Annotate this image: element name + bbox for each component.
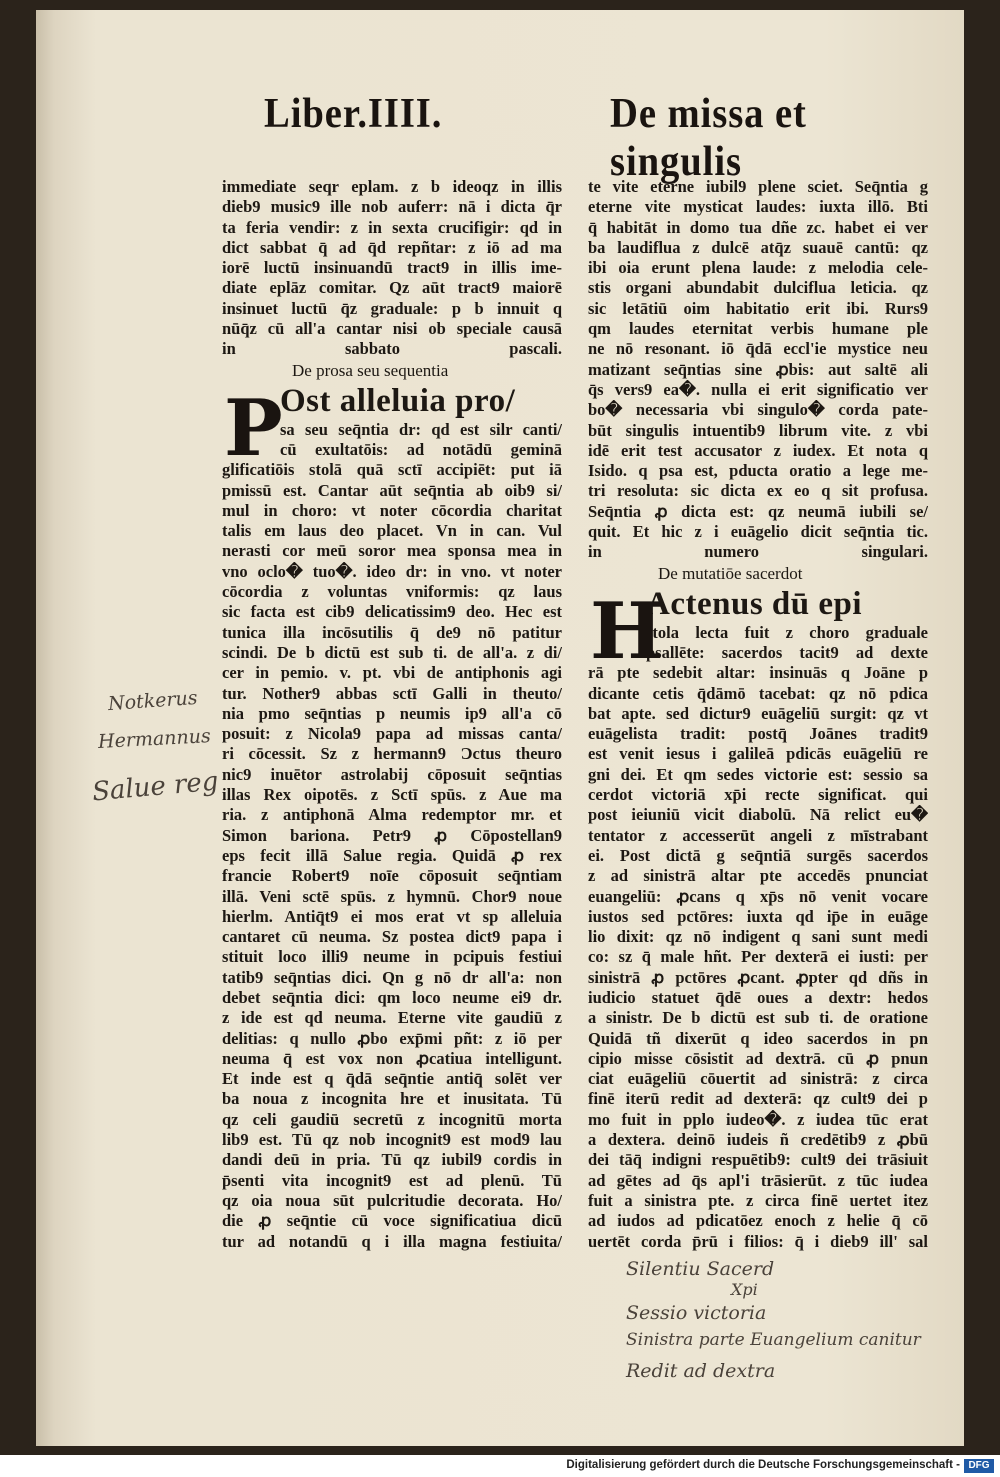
text-line: sic letātiū oim habitatio erit ibi. Rurs9 (588, 298, 928, 318)
text-line: talis em laus deo placet. Vn in can. Vul (222, 521, 562, 541)
text-line: q̄ habitāt in domo tua dñe zc. habet ei ver (588, 217, 928, 237)
text-line: tentator z accesserūt angeli z mīstrabant (588, 825, 928, 845)
text-line: a dextera. deinō iudeis ñ credētib9 z ꝓbū (588, 1130, 928, 1150)
text-line: illas Rex oipotēs. z Sctī spūs. z Aue ma (222, 785, 562, 805)
marginal-note: Redit ad dextra (626, 1360, 776, 1382)
text-line: ad gētes ad q̄s apl'i trāsierūt. z tūc iudea (588, 1170, 928, 1190)
text-line: francie Robert9 noīe cōposuit seq̄ntiam (222, 866, 562, 886)
text-line: p̄senti vita incognit9 est ad plenū. Tū (222, 1170, 562, 1190)
text-line: glificatiōis stolā quā sctī accipiēt: put iā (222, 460, 562, 480)
text-line: stola lecta fuit z choro graduale (646, 622, 928, 642)
text-line: tunica illa incōsutilis q̄ de9 nō patitur (222, 622, 562, 642)
text-line: cipio misse cōsistit ad dextrā. cū ꝓ pnun (588, 1048, 928, 1068)
text-line: cū exultatōis: ad notādū geminā (280, 439, 562, 459)
text-line: sa seu seq̄ntia dr: qd est silr canti/ (280, 419, 562, 439)
running-head-left: Liber.IIII. (264, 91, 443, 137)
text-line: pmissū est. Cantar aūt seq̄ntia ab oib9 si/ (222, 480, 562, 500)
text-line: rā pte sedebit altar: insinuās q Joāne p (588, 663, 928, 683)
text-line: ne nō resonant. iō q̄dā eccl'ie mystice neu (588, 339, 928, 359)
text-line: z ad sinistrā altar pte accedēs pnunciat (588, 866, 928, 886)
funding-credit: Digitalisierung gefördert durch die Deutsche Forschungsgemeinschaft - (566, 1459, 960, 1471)
text-line: lio dixit: qz nō indigent q sani sunt medi (588, 927, 928, 947)
text-line: qm laudes eternitat verbis humane ple (588, 319, 928, 339)
text-line: bo� necessaria vbi singulo� corda pate- (588, 400, 928, 420)
text-line: dicante cetis q̄dāmō tacebat: qz nō pdica (588, 683, 928, 703)
text-line: Simon bariona. Petr9 ꝓ Cōpostellan9 (222, 825, 562, 845)
text-line: Isido. q psa est, pducta oratio a lege me- (588, 461, 928, 481)
section-heading: De mutatiōe sacerdot (658, 563, 803, 583)
text-line: iustos sed pctōres: iuxta qd ip̄e in euāge (588, 906, 928, 926)
text-line: lib9 est. Tū qz nob incognit9 est mod9 lau (222, 1130, 562, 1150)
drop-initial: H (590, 585, 664, 677)
text-line: euangeliū: ꝓcans q xp̄s nō venit vocare (588, 886, 928, 906)
text-line: dandi deū in pria. Tū qz iubil9 cordis in (222, 1150, 562, 1170)
drop-initial: P (224, 382, 283, 474)
text-line: co: sz q̄ male hñt. Per dexterā ei iusti: per (588, 947, 928, 967)
text-line: cantaret cū neuma. Sz postea dict9 papa i (222, 927, 562, 947)
text-line: tur ad notandū q i illa magna festiuita/ (222, 1231, 562, 1251)
text-line: ciat euāgeliū cōuertit ad sinistrā: z circa (588, 1069, 928, 1089)
text-line: finē iterū redit ad dexterā: qz cult9 dei p (588, 1089, 928, 1109)
text-line: sinistrā ꝓ pctōres ꝓcant. ꝓpter qd dñs in (588, 967, 928, 987)
text-line: dict sabbat q̄ ad q̄d repñtar: z iō ad ma (222, 237, 562, 257)
text-line: z ide est qd neuma. Eterne vite gaudiū z (222, 1008, 562, 1028)
text-line: cōcordia z voluntas vniformis: qz laus (222, 582, 562, 602)
text-line: ria. z antiphonā Alma redemptor mr. et (222, 805, 562, 825)
text-line: fuit a sinistra pte. z circa finē uertet itez (588, 1190, 928, 1210)
text-line: uertēt corda p̄rū i filios: q̄ i dieb9 ill' sal (588, 1231, 928, 1251)
text-line: quit. Et hic z i euāgelio dicit seq̄ntia tic. (588, 522, 928, 542)
marginal-note: Silentiu Sacerd (626, 1258, 775, 1280)
text-line: eterne vite mysticat laudes: iuxta illō. Bti (588, 197, 928, 217)
text-line: in sabbato pascali. (222, 339, 562, 359)
text-line: ba laudiflua z dulcē atq̄z suauē cantū: qz (588, 237, 928, 257)
text-line: stis organi abundabit dulciflua leticia. qz (588, 278, 928, 298)
text-line: neuma q̄ est vox non ꝓcatiua intelligunt. (222, 1048, 562, 1068)
text-line: tri resoluta: sic dicta ex eo q sit profusa. (588, 481, 928, 501)
text-line: Seq̄ntia ꝓ dicta est: qz neumā iubili se/ (588, 501, 928, 521)
text-line: tatib9 seq̄ntias dici. Qn g nō dr all'a: non (222, 967, 562, 987)
text-line: illā. Veni sctē spūs. z hymnū. Chor9 noue (222, 886, 562, 906)
text-line: euāgelista tradit: postq̄ Joānes tradit9 (588, 724, 928, 744)
text-line: te vite eterne iubil9 plene sciet. Seq̄ntia g (588, 177, 928, 196)
text-line: delitias: q nullo ꝓbo exp̄mi pñt: z iō per (222, 1028, 562, 1048)
text-line: debet seq̄ntia dici: qm loco neume ei9 dr. (222, 987, 562, 1007)
text-line: Et inde est q q̄dā seq̄ntie antiq̄ solēt ver (222, 1069, 562, 1089)
text-line: bat apte. sed dictur9 euāgeliū surgit: qz vt (588, 703, 928, 723)
text-column-left (222, 177, 562, 1252)
marginal-note: Hermannus (97, 725, 212, 753)
text-line: posuit: z Nicola9 papa ad missas canta/ (222, 724, 562, 744)
section-opening-line: Ost alleluia pro/ (280, 382, 516, 419)
text-line: a sinistr. De b dictū est sub ti. de oratione (588, 1008, 928, 1028)
text-line: est venit iesus i galileā pdicās euāgeliū re (588, 744, 928, 764)
text-line: immediate seqr eplam. z b ideoqz in illis (222, 177, 562, 196)
text-line: eps fecit illā Salue regia. Quidā ꝓ rex (222, 845, 562, 865)
book-page (36, 10, 964, 1446)
text-line: scindi. De b dictū est sub ti. de all'a. z di/ (222, 642, 562, 662)
text-line: idē erit test accusator z iudex. Et nota q (588, 440, 928, 460)
text-line: dieb9 music9 ille nob auferr: nā i dicta q̄r (222, 197, 562, 217)
text-line: nic9 inuētor astrolabij cōposuit seq̄ntias (222, 764, 562, 784)
marginal-note: Sinistra parte Euangelium canitur (626, 1330, 921, 1350)
text-line: die ꝓ seq̄ntie cū voce significatiua dicū (222, 1211, 562, 1231)
section-heading: De prosa seu sequentia (292, 360, 449, 380)
text-line: stituit loco illi9 neume in pcipuis festiui (222, 947, 562, 967)
text-line: nerasti cor meū soror mea sponsa mea in (222, 541, 562, 561)
text-line: in numero singulari. (588, 542, 928, 562)
text-line: post ieiuniū vicit diabolū. Nā relict eu� (588, 805, 928, 825)
text-line: būt singulis intuentib9 librum vite. z vbi (588, 420, 928, 440)
text-line: hierlm. Antiq̄t9 ei mos erat vt sp alleluia (222, 906, 562, 926)
text-line: nia pmo seq̄ntias p neumis ip9 all'a cō (222, 703, 562, 723)
text-line: cer in pemio. v. pt. vbi de antiphonis agi (222, 663, 562, 683)
text-line: ad iudos ad pdicatōez enoch z helie q̄ cō (588, 1211, 928, 1231)
text-line: nūq̄z cū all'a cantar nisi ob speciale causā (222, 319, 562, 339)
text-line: sic facta est cib9 delicatissim9 deo. Hec est (222, 602, 562, 622)
text-line: mo fuit in pplo iudeo�. z iudea tūc erat (588, 1109, 928, 1129)
text-line: diate eplāz comitar. Qz aūt tract9 maiorē (222, 278, 562, 298)
marginal-note: Notkerus (107, 686, 199, 716)
running-head-right: De missa et singulis (610, 91, 807, 185)
text-line: insinuet luctū q̄z graduale: p b innuit q (222, 298, 562, 318)
text-line: ibi oia erunt plena laude: z melodia cele- (588, 258, 928, 278)
text-line: ba noua z incognita hre et inusitata. Tū (222, 1089, 562, 1109)
text-line: cerdot victoriā xp̄i recte significat. qui (588, 785, 928, 805)
text-line: matizant seq̄ntias sine ꝓbis: aut saltē ali (588, 359, 928, 379)
text-line: ri cōcessit. Sz z hermann9 Ɔctus theuro (222, 744, 562, 764)
text-line: iorē luctū insinuandū tract9 in illis ime- (222, 258, 562, 278)
text-line: qz celi gaudiū secretū z incognitū morta (222, 1109, 562, 1129)
marginal-note: Xpi (731, 1280, 758, 1299)
footer-bar (0, 1455, 1000, 1477)
text-line: iudicio statuet q̄dē oues a dextr: hedos (588, 987, 928, 1007)
text-line: psallēte: sacerdos tacit9 ad dexte (646, 642, 928, 662)
section-opening-line: Actenus dū epi (646, 585, 863, 622)
text-line: qz oia noua sūt pulcritudie decorata. Ho/ (222, 1190, 562, 1210)
marginal-note: Salue reg (90, 766, 220, 808)
text-line: mul in choro: vt noter cōcordia charitat (222, 500, 562, 520)
text-line: q̄s vers9 ea�. nulla ei erit significatio ver (588, 379, 928, 399)
text-line: ei. Post dictā g seq̄ntiā surgēs sacerdos (588, 845, 928, 865)
text-line: dei tāq̄ indigni respuētib9: cult9 dei trāsiuit (588, 1150, 928, 1170)
text-line: gni dei. Et qm sedes victorie est: sessio sa (588, 764, 928, 784)
dfg-logo: DFG (964, 1459, 994, 1473)
text-line: Quidā tñ dixerūt q ideo sacerdos in pn (588, 1028, 928, 1048)
text-line: ta feria vendir: z in sexta crucifigir: qd in (222, 217, 562, 237)
marginal-note: Sessio victoria (626, 1302, 767, 1324)
text-column-right (588, 177, 928, 1252)
text-line: tur. Nother9 abbas sctī Galli in theuto/ (222, 683, 562, 703)
text-line: vno oclo� tuo�. ideo dr: in vno. vt noter (222, 561, 562, 581)
